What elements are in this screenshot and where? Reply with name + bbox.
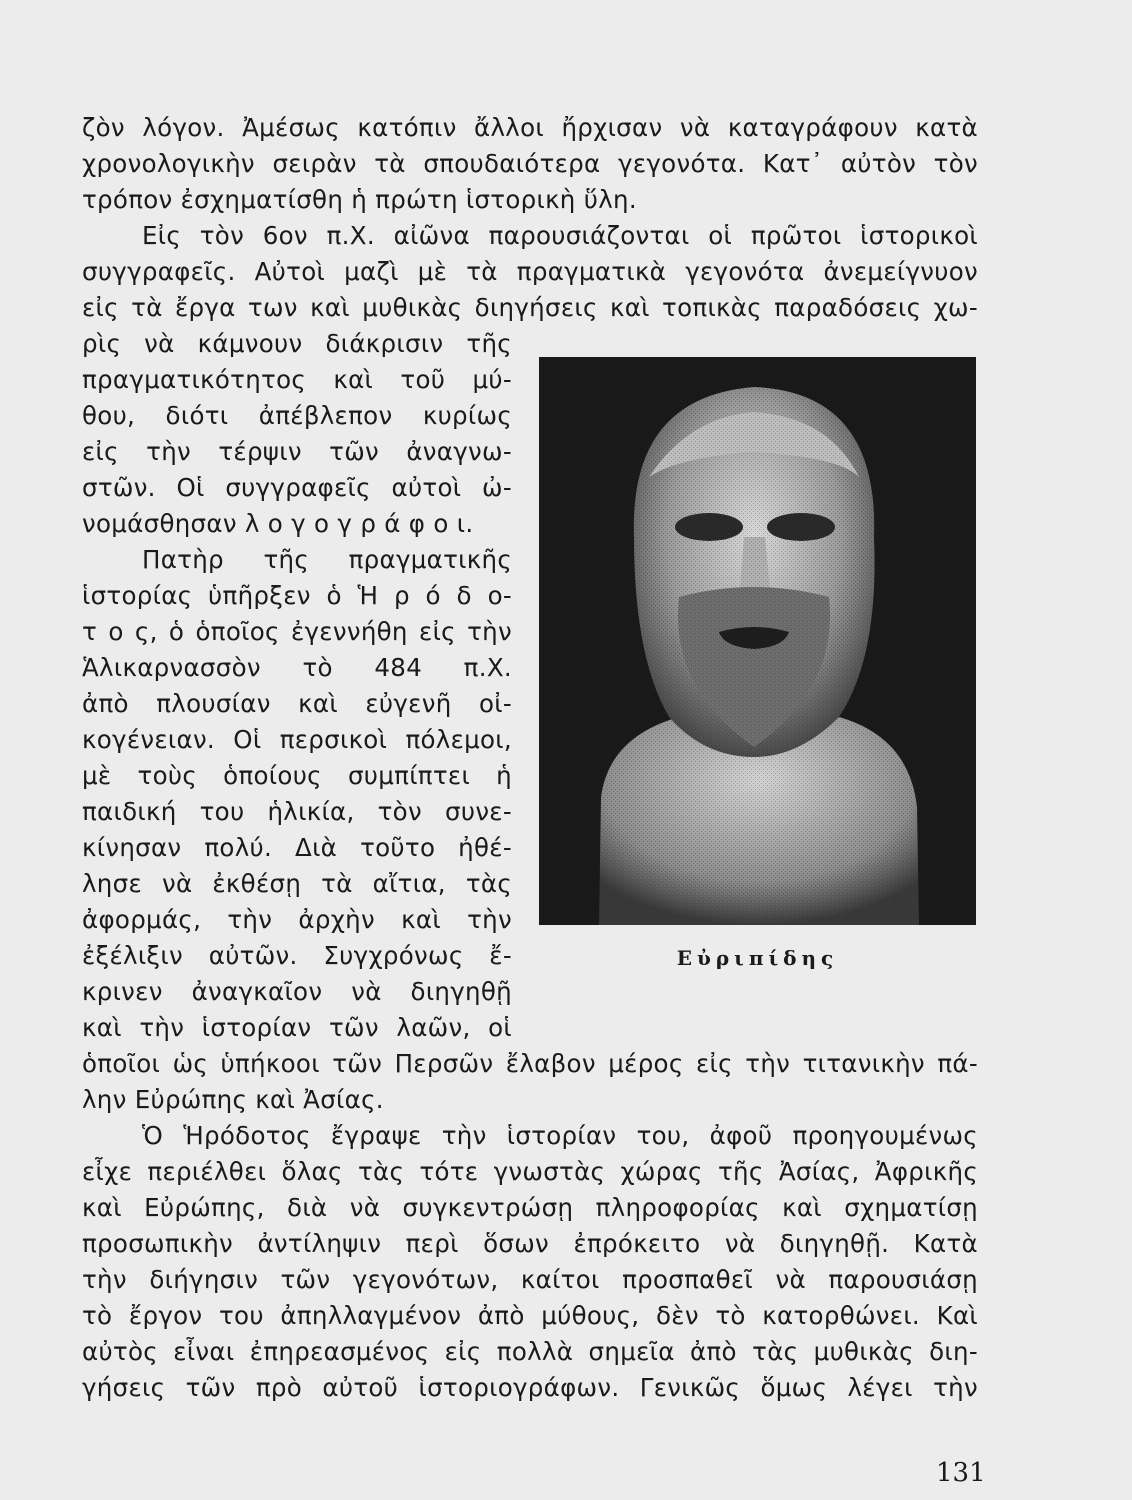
text-line: ρὶς νὰ κάμνουν διάκρισιν τῆς — [82, 329, 512, 358]
text-line: τ ο ς, ὁ ὁποῖος ἐγεννήθη εἰς τὴν — [82, 617, 512, 646]
text-line: κρινεν ἀναγκαῖον νὰ διηγηθῇ — [82, 977, 512, 1006]
text-line: καὶ τὴν ἱστορίαν τῶν λαῶν, οἱ — [82, 1013, 512, 1042]
text-line: τὸ ἔργον του ἀπηλλαγμένον ἀπὸ μύθους, δὲν τὸ κατορθώνει. Καὶ — [82, 1301, 978, 1330]
euripides-bust-photo — [539, 357, 976, 925]
text-line: Ἁλικαρνασσὸν τὸ 484 π.Χ. — [82, 653, 512, 682]
text-line: προσωπικὴν ἀντίληψιν περὶ ὅσων ἐπρόκειτο νὰ διηγηθῇ. Κατὰ — [82, 1229, 978, 1258]
text-line: εἶχε περιέλθει ὅλας τὰς τότε γνωστὰς χώρας τῆς Ἀσίας, Ἀφρικῆς — [82, 1157, 978, 1186]
figure-caption: Εὐριπίδης — [676, 946, 839, 970]
text-line: ἀφορμάς, τὴν ἀρχὴν καὶ τὴν — [82, 905, 512, 934]
text-line: κογένειαν. Οἱ περσικοὶ πόλεμοι, — [82, 725, 512, 754]
text-line: θου, διότι ἀπέβλεπον κυρίως — [82, 401, 512, 430]
text-line: στῶν. Οἱ συγγραφεῖς αὐτοὶ ὠ- — [82, 473, 512, 502]
text-line: ἀπὸ πλουσίαν καὶ εὐγενῆ οἰ- — [82, 689, 512, 718]
text-line: τρόπον ἐσχηματίσθη ἡ πρώτη ἱστορικὴ ὕλη. — [82, 185, 637, 214]
text-line: αὐτὸς εἶναι ἐπηρεασμένος εἰς πολλὰ σημεῖα ἀπὸ τὰς μυθικὰς διη- — [82, 1337, 978, 1366]
text-line: πραγματικότητος καὶ τοῦ μύ- — [82, 365, 512, 394]
text-line: λην Εὐρώπης καὶ Ἀσίας. — [82, 1085, 384, 1114]
text-line: εἰς τὴν τέρψιν τῶν ἀναγνω- — [82, 437, 512, 466]
text-line: μὲ τοὺς ὁποίους συμπίπτει ἡ — [82, 761, 512, 790]
text-line: εἰς τὰ ἔργα των καὶ μυθικὰς διηγήσεις καὶ τοπικὰς παραδόσεις χω- — [82, 293, 978, 322]
text-line: τὴν διήγησιν τῶν γεγονότων, καίτοι προσπαθεῖ νὰ παρουσιάσῃ — [82, 1265, 978, 1294]
text-line: Ὁ Ἡρόδοτος ἔγραψε τὴν ἱστορίαν του, ἀφοῦ προηγουμένως — [142, 1121, 978, 1150]
text-line: καὶ Εὐρώπης, διὰ νὰ συγκεντρώσῃ πληροφορίας καὶ σχηματίσῃ — [82, 1193, 978, 1222]
text-line: ἱστορίας ὑπῆρξεν ὁ Ἡ ρ ό δ ο- — [82, 581, 512, 610]
text-line: Εἰς τὸν 6ον π.Χ. αἰῶνα παρουσιάζονται οἱ πρῶτοι ἱστορικοὶ — [142, 221, 978, 250]
text-line: ὁποῖοι ὡς ὑπήκοοι τῶν Περσῶν ἔλαβον μέρος εἰς τὴν τιτανικὴν πά- — [82, 1049, 978, 1078]
text-line: λησε νὰ ἐκθέσῃ τὰ αἴτια, τὰς — [82, 869, 512, 898]
text-line: ἐξέλιξιν αὐτῶν. Συγχρόνως ἔ- — [82, 941, 512, 970]
text-line: χρονολογικὴν σειρὰν τὰ σπουδαιότερα γεγονότα. Κατ᾽ αὐτὸν τὸν — [82, 149, 978, 178]
text-line: κίνησαν πολύ. Διὰ τοῦτο ἠθέ- — [82, 833, 512, 862]
page-number: 131 — [936, 1458, 986, 1488]
text-line: συγγραφεῖς. Αὐτοὶ μαζὶ μὲ τὰ πραγματικὰ γεγονότα ἀνεμείγνυον — [82, 257, 978, 286]
text-line: παιδική του ἡλικία, τὸν συνε- — [82, 797, 512, 826]
text-line: νομάσθησαν λ ο γ ο γ ρ ά φ ο ι. — [82, 509, 474, 538]
text-line: Πατὴρ τῆς πραγματικῆς — [142, 545, 512, 574]
text-line: γήσεις τῶν πρὸ αὐτοῦ ἱστοριογράφων. Γενικῶς ὅμως λέγει τὴν — [82, 1373, 978, 1402]
text-line: ζὸν λόγον. Ἀμέσως κατόπιν ἄλλοι ἤρχισαν νὰ καταγράφουν κατὰ — [82, 113, 978, 142]
